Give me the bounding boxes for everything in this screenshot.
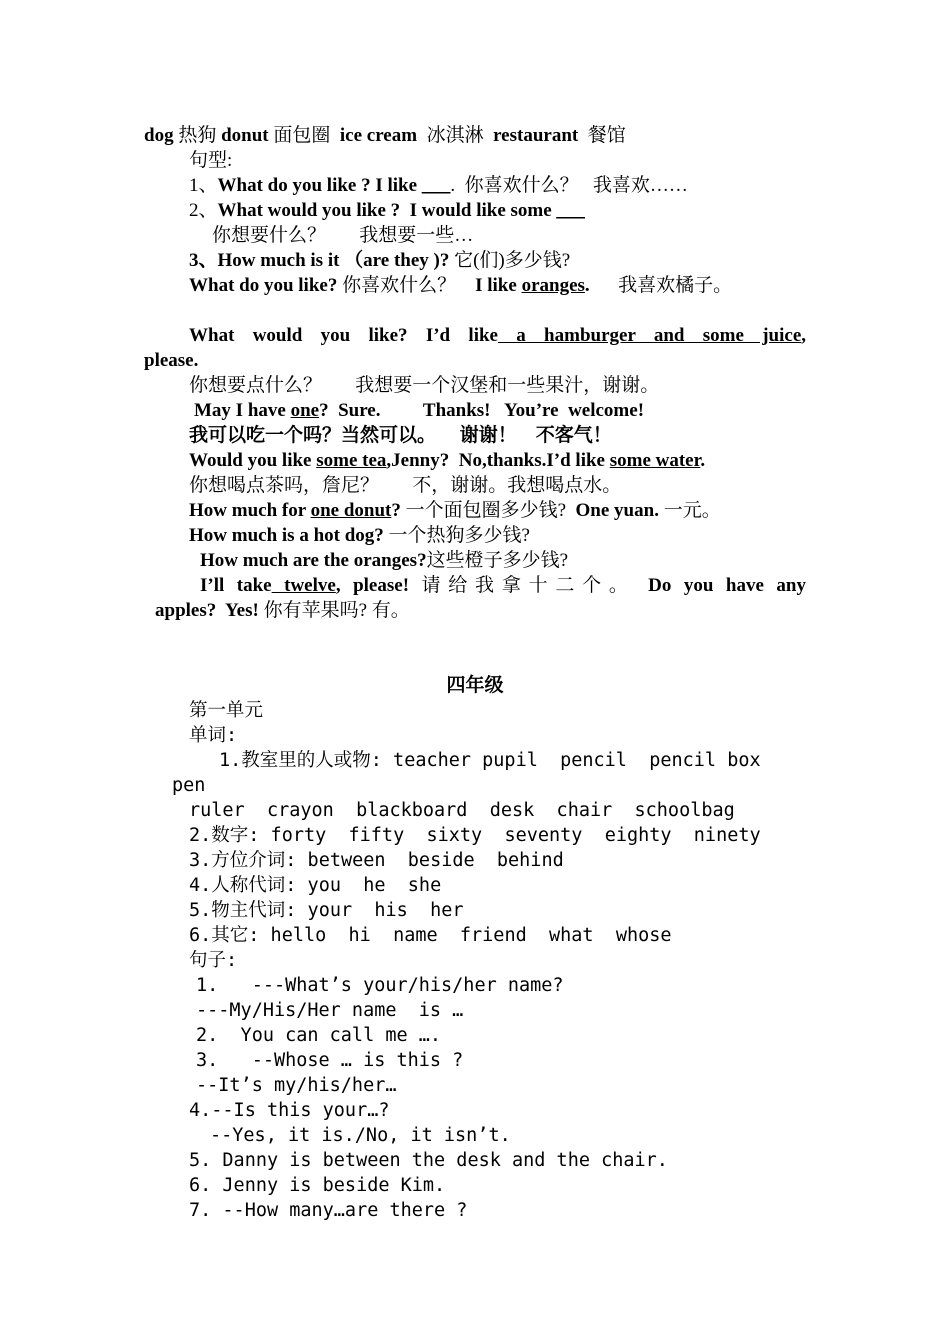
dialog-donut-qmark: ? — [391, 500, 401, 521]
dialog-donut-text: How much for — [189, 500, 311, 521]
unit-title: 第一单元 — [189, 700, 264, 721]
dialog-tea-end: . — [700, 450, 706, 471]
dialog-hotdog-text: How much is a hot dog? — [189, 525, 384, 546]
words-others: 6.其它: hello hi name friend what whose — [189, 925, 672, 946]
dialog-take-please: , please! — [335, 575, 410, 596]
pattern-2-blank: ___ — [556, 200, 585, 221]
pattern-3-question: 3、How much is it （are they )? — [189, 250, 450, 271]
words-heading: 单词: — [189, 725, 238, 746]
dialog-donut-item: one donut — [310, 500, 392, 521]
vocab-hotdog-cn: 热狗 — [173, 125, 222, 146]
dialog-take-twelve — [200, 574, 806, 598]
dialog-tea-answer-item: some water — [609, 450, 701, 471]
sentence-1-answer: ---My/His/Her name is … — [196, 1000, 464, 1021]
dialog-tea-rest: ,Jenny? No,thanks.I’d like — [386, 450, 610, 471]
dialog-like-question-cn: 你喜欢什么？ — [337, 275, 476, 296]
dialog-would-like-item: a hamburger and some juice — [497, 325, 802, 346]
pattern-2-question: What would you like ? I would like some — [217, 200, 557, 221]
vocab-icecream-cn: 冰淇淋 — [417, 125, 494, 146]
words-possessives: 5.物主代词: your his her — [189, 900, 464, 921]
pattern-2-number: 2、 — [189, 200, 218, 221]
dialog-would-like-continued: please. — [144, 350, 199, 371]
pattern-2 — [189, 199, 585, 223]
vocab-donut-cn: 面包圈 — [268, 125, 340, 146]
dialog-oranges-cn: 这些橙子多少钱? — [426, 550, 569, 571]
sentence-2: 2. You can call me …. — [196, 1025, 442, 1046]
words-pronouns: 4.人称代词: you he she — [189, 875, 442, 896]
dialog-would-like-translation: 你想要点什么？ 我想要一个汉堡和一些果汁，谢谢。 — [189, 375, 660, 396]
words-classroom-continued: pen — [172, 775, 206, 796]
pattern-1-number: 1、 — [189, 175, 218, 196]
words-numbers: 2.数字: forty fifty sixty seventy eighty ninety — [189, 825, 761, 846]
dialog-would-like-text: What would you like? I’d like — [189, 325, 498, 346]
dialog-how-much-donut — [189, 499, 721, 523]
dialog-like-answer-cn: 我喜欢橘子。 — [589, 275, 733, 296]
words-classroom-continued-2: ruler crayon blackboard desk chair schoolbag — [189, 800, 735, 821]
dialog-may-i-text: May I have — [194, 400, 291, 421]
vocab-restaurant: restaurant — [493, 125, 579, 146]
dialog-may-i-rest: ? Sure. Thanks! You’re welcome! — [319, 400, 645, 421]
dialog-like-answer-item: oranges — [521, 275, 585, 296]
dialog-like-answer: I like — [475, 275, 522, 296]
dialog-tea — [189, 449, 705, 473]
dialog-apples-cn: 你有苹果吗? 有。 — [258, 600, 410, 621]
sentence-4-answer: --Yes, it is./No, it isn’t. — [210, 1125, 511, 1146]
dialog-like-question: What do you like? — [189, 275, 338, 296]
pattern-1-rest: . 你喜欢什么？ 我喜欢…… — [450, 175, 688, 196]
sentences-heading: 句子: — [189, 950, 238, 971]
sentence-7: 7. --How many…are there ? — [189, 1200, 468, 1221]
vocab-hotdog: dog — [144, 125, 174, 146]
dialog-like-answer-end: . — [584, 275, 590, 296]
dialog-apples-text: apples? Yes! — [155, 600, 259, 621]
dialog-may-i-translation: 我可以吃一个吗？当然可以。 谢谢！ 不客气！ — [189, 425, 612, 446]
sentence-1-question: 1. ---What’s your/his/her name? — [196, 975, 564, 996]
dialog-tea-text: Would you like — [189, 450, 317, 471]
vocab-donut: donut — [221, 125, 269, 146]
dialog-tea-translation: 你想喝点茶吗，詹尼？ 不，谢谢。我想喝点水。 — [189, 475, 622, 496]
dialog-tea-item: some tea — [316, 450, 387, 471]
pattern-heading: 句型: — [189, 150, 233, 171]
sentence-4-question: 4.--Is this your…? — [189, 1100, 390, 1121]
dialog-take-cn: 请给我拿十二个。 — [409, 575, 636, 596]
dialog-donut-cn: 一个面包圈多少钱? — [400, 500, 576, 521]
dialog-may-i-item: one — [290, 400, 320, 421]
dialog-donut-answer: One yuan. — [575, 500, 659, 521]
dialog-take-text: I’ll take — [200, 575, 272, 596]
pattern-2-translation: 你想要什么？ 我想要一些… — [212, 225, 474, 246]
sentence-3-question: 3. --Whose … is this ? — [196, 1050, 464, 1071]
sentence-6: 6. Jenny is beside Kim. — [189, 1175, 446, 1196]
grade-title: 四年级 — [446, 675, 504, 696]
dialog-would-like — [189, 324, 806, 348]
dialog-how-much-hotdog — [189, 524, 530, 548]
pattern-3 — [189, 249, 570, 273]
dialog-like — [189, 274, 732, 298]
dialog-take-item: twelve — [271, 575, 336, 596]
sentence-3-answer: --It’s my/his/her… — [196, 1075, 397, 1096]
pattern-1-blank: ___ — [421, 175, 451, 196]
vocab-restaurant-cn: 餐馆 — [578, 125, 626, 146]
words-prepositions: 3.方位介词: between beside behind — [189, 850, 564, 871]
pattern-1 — [189, 174, 688, 198]
dialog-would-like-comma: , — [801, 325, 806, 346]
dialog-may-i — [194, 399, 644, 423]
pattern-1-question: What do you like ? I like — [217, 175, 422, 196]
pattern-3-translation: 它(们)多少钱? — [449, 250, 571, 271]
dialog-apples-continued — [155, 599, 410, 623]
dialog-donut-answer-cn: 一元。 — [658, 500, 721, 521]
sentence-5: 5. Danny is between the desk and the chair. — [189, 1150, 668, 1171]
dialog-hotdog-cn: 一个热狗多少钱? — [383, 525, 530, 546]
dialog-apples-question: Do you have any — [648, 575, 807, 596]
vocab-line — [144, 124, 626, 148]
dialog-how-much-oranges — [200, 549, 568, 573]
dialog-oranges-text: How much are the oranges? — [200, 550, 427, 571]
vocab-icecream: ice cream — [339, 125, 418, 146]
words-classroom: 1.教室里的人或物: teacher pupil pencil pencil box — [219, 750, 761, 771]
